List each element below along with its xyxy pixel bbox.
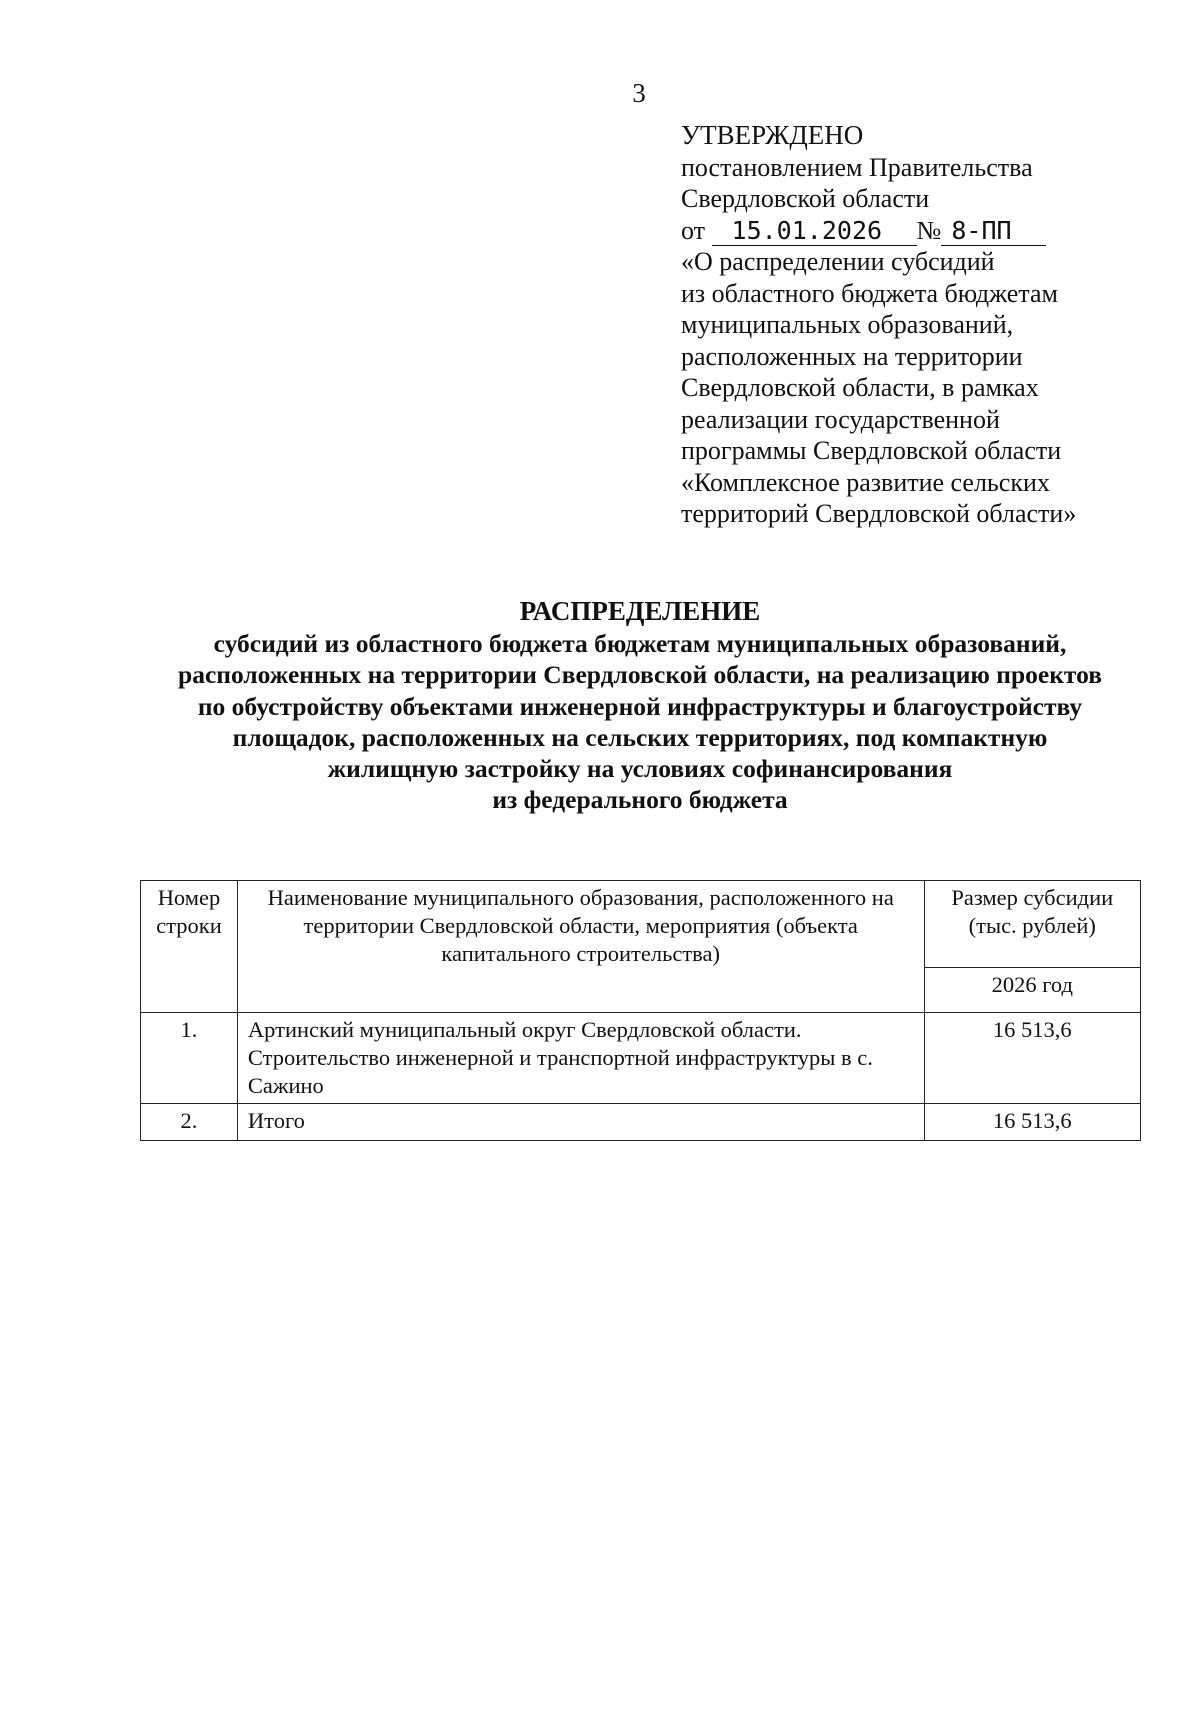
approval-date: 15.01.2026 [712, 217, 917, 246]
table-row [141, 1013, 1141, 1104]
document-subtitle-line: площадок, расположенных на сельских территориях, под компактную [232, 722, 1048, 752]
page-number: 3 [632, 78, 646, 108]
header-year: 2026 год [924, 968, 1141, 1013]
document-heading: РАСПРЕДЕЛЕНИЕ [519, 596, 761, 626]
approval-number: 8-ПП [941, 217, 1046, 246]
table-row [141, 1104, 1141, 1141]
approval-title-line: программы Свердловской области [681, 436, 1062, 465]
document-subtitle-line: жилищную застройку на условиях софинансирования [327, 754, 953, 784]
approval-title-line: Свердловской области, в рамках [681, 373, 1039, 402]
approval-stamp [681, 120, 1151, 530]
row-number: 1. [141, 1013, 238, 1104]
header-number: Номер строки [141, 881, 238, 1013]
date-prefix: от [681, 215, 706, 245]
row-number: 2. [141, 1104, 238, 1141]
approval-date-line [681, 215, 1151, 247]
document-subtitle-line: из федерального бюджета [492, 785, 788, 815]
approval-line-2: Свердловской области [681, 184, 930, 213]
document-title [120, 596, 1160, 815]
row-name: Артинский муниципальный округ Свердловской области. Строительство инженерной и транспортной инфраструктуры в с. Сажино [237, 1013, 924, 1104]
number-prefix: № [916, 215, 942, 245]
approval-title-line: реализации государственной [681, 404, 1000, 434]
header-amount: Размер субсидии (тыс. рублей) [924, 881, 1141, 968]
approval-line-1: постановлением Правительства [681, 152, 1033, 182]
approval-heading: УТВЕРЖДЕНО [681, 120, 864, 150]
document-subtitle-line: расположенных на территории Свердловской области, на реализацию проектов [178, 660, 1102, 690]
approval-title-line: муниципальных образований, [681, 310, 1014, 339]
approval-title-line: территорий Свердловской области» [681, 499, 1077, 528]
row-amount: 16 513,6 [924, 1104, 1141, 1141]
document-subtitle-line: по обустройству объектами инженерной инфраструктуры и благоустройству [197, 691, 1083, 721]
approval-title-line: «Комплексное развитие сельских [681, 467, 1050, 497]
approval-title-line: «О распределении субсидий [681, 247, 995, 276]
header-name: Наименование муниципального образования, расположенного на территории Свердловской области, мероприятия (объекта капитального строительства) [237, 881, 924, 1013]
approval-title-line: из областного бюджета бюджетам [681, 278, 1058, 308]
approval-title-line: расположенных на территории [681, 341, 1023, 371]
row-amount: 16 513,6 [924, 1013, 1141, 1104]
subsidy-table [140, 880, 1141, 1141]
row-name: Итого [237, 1104, 924, 1141]
document-subtitle-line: субсидий из областного бюджета бюджетам муниципальных образований, [213, 629, 1067, 659]
